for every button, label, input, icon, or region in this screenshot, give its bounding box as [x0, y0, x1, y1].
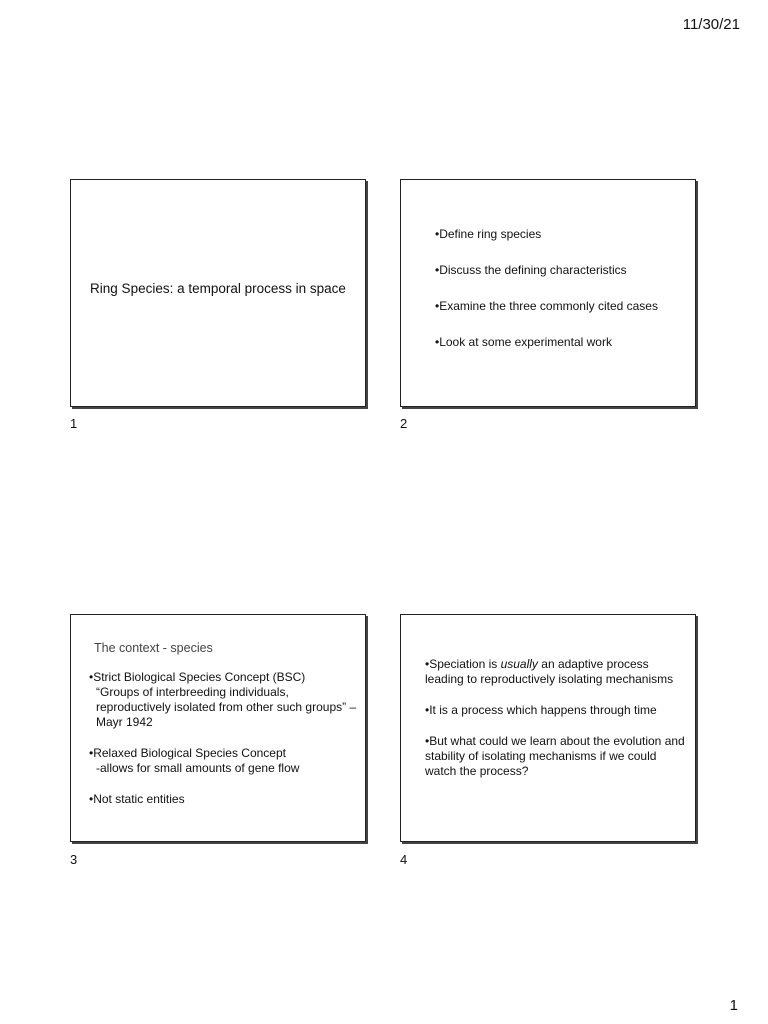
- slide-1: [70, 179, 366, 407]
- bullet-item: •Examine the three commonly cited cases: [435, 299, 658, 313]
- bullet-emphasis: usually: [500, 657, 538, 671]
- slide-number-2: 2: [400, 416, 408, 431]
- slide-3: [70, 614, 366, 842]
- slide-number-3: 3: [70, 852, 78, 867]
- bullet-item: •Look at some experimental work: [435, 335, 612, 349]
- bullet-main-text: •Not static entities: [89, 792, 185, 806]
- bullet-sub-text: -allows for small amounts of gene flow: [96, 761, 300, 775]
- slide-number-4: 4: [400, 852, 408, 867]
- bullet-item: [89, 670, 359, 730]
- bullet-item: •Define ring species: [435, 227, 542, 241]
- page-number: 1: [729, 997, 738, 1014]
- bullet-main-text: •Relaxed Biological Species Concept: [89, 746, 286, 760]
- slide-title: Ring Species: a temporal process in space: [90, 281, 346, 296]
- bullet-text-start: •Speciation is: [425, 657, 501, 671]
- bullet-list: [435, 227, 658, 371]
- bullet-text: •But what could we learn about the evolution and stability of isolating mechanisms if we could watch the process?: [425, 734, 685, 778]
- bullet-list: [89, 670, 359, 823]
- bullet-item: [89, 792, 359, 807]
- bullet-item: •Discuss the defining characteristics: [435, 263, 627, 277]
- slide-number-1: 1: [70, 416, 78, 431]
- bullet-main-text: •Strict Biological Species Concept (BSC): [89, 670, 306, 684]
- bullet-text: •It is a process which happens through time: [425, 703, 657, 717]
- bullet-list: [425, 657, 687, 795]
- bullet-item: [425, 703, 687, 718]
- bullet-item: [425, 734, 687, 779]
- bullet-text-end: an adaptive process leading to reproductively isolating mechanisms: [425, 657, 674, 686]
- slide-4: [400, 614, 696, 842]
- bullet-sub-text: “Groups of interbreeding individuals, reproductively isolated from other such groups” –Mayr 1942: [96, 685, 357, 729]
- slide-2: [400, 179, 696, 407]
- bullet-item: [425, 657, 687, 687]
- handout-date: 11/30/21: [682, 16, 740, 33]
- bullet-item: [89, 746, 359, 776]
- slide-heading: The context - species: [94, 641, 213, 655]
